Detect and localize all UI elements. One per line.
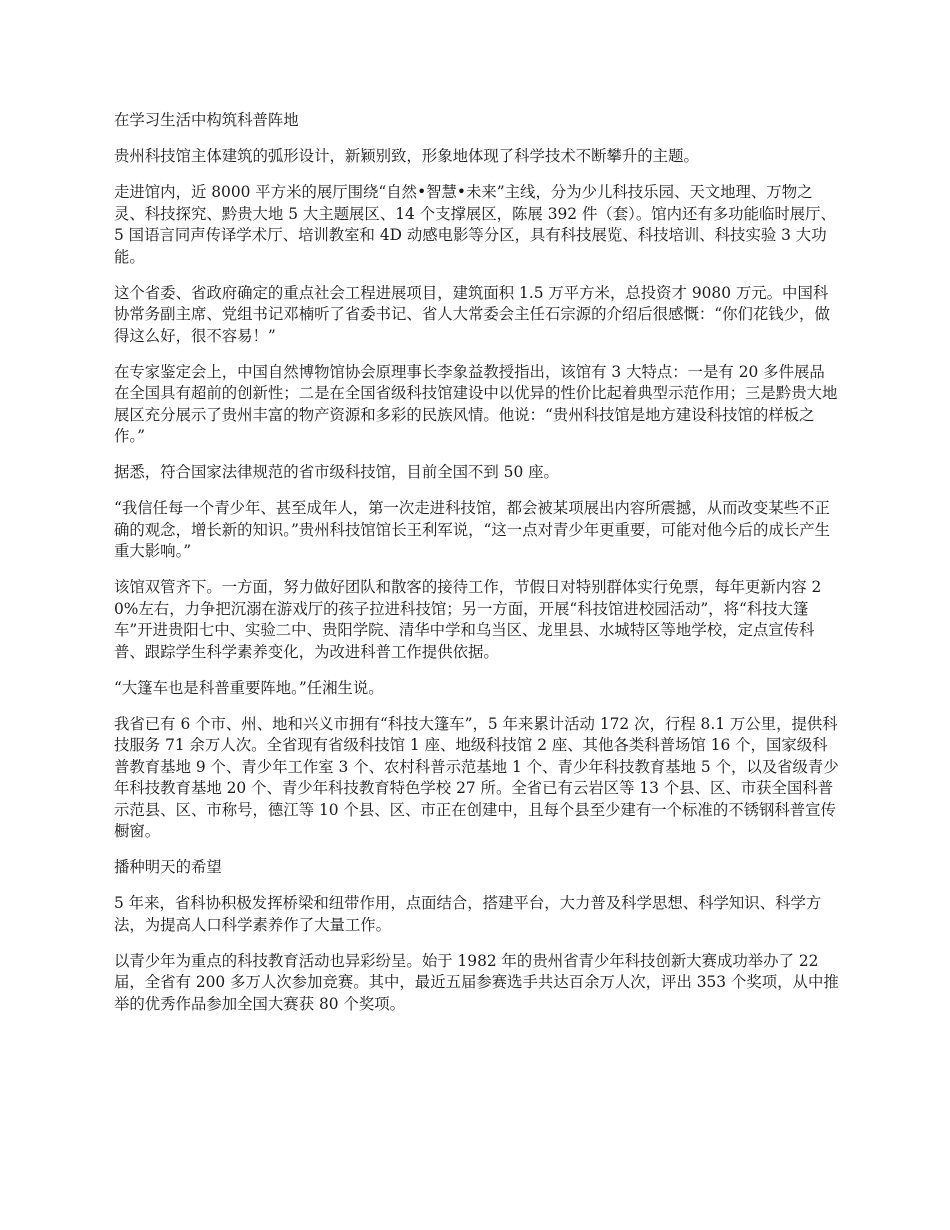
- paragraph: “我信任每一个青少年、甚至成年人，第一次走进科技馆，都会被某项展出内容所震撼，从而改变某些不正确的观念，增长新的知识。”贵州科技馆馆长王利军说，“这一点对青少年更重要，可能对他今后的成长产生重大影响。”: [114, 499, 831, 560]
- paragraph: 据悉，符合国家法律规范的省市级科技馆，目前全国不到 50 座。: [114, 463, 559, 481]
- section-heading: 播种明天的希望: [114, 858, 222, 876]
- document-body: [114, 110, 839, 1030]
- paragraph: 该馆双管齐下。一方面，努力做好团队和散客的接待工作，节假日对特别群体实行免票，每年更新内容 20%左右，力争把沉溺在游戏厅的孩子拉进科技馆；另一方面，开展“科技馆进校园活动”，将“科技大篷车”开进贵阳七中、实验二中、贵阳学院、清华中学和乌当区、龙里县、水城特区等地学校，定点宣传科普、跟踪学生科学素养变化，为改进科普工作提供依据。: [114, 578, 822, 661]
- paragraph: 在专家鉴定会上，中国自然博物馆协会原理事长李象益教授指出，该馆有 3 大特点：一是有 20 多件展品在全国具有超前的创新性；二是在全国省级科技馆建设中以优异的性价比起着典型示范作用；三是黔贵大地展区充分展示了贵州丰富的物产资源和多彩的民族风情。他说：“贵州科技馆是地方建设科技馆的样板之作。”: [114, 362, 838, 445]
- paragraph: 走进馆内，近 8000 平方米的展厅围绕“自然•智慧•未来”主线，分为少儿科技乐园、天文地理、万物之灵、科技探究、黔贵大地 5 大主题展区、14 个支撑展区，陈展 392 件（套）。馆内还有多功能临时展厅、5 国语言同声传译学术厅、培训教室和 4D 动感电影等分区，具有科技展览、科技培训、科技实验 3 大功能。: [114, 183, 836, 266]
- section-heading: 在学习生活中构筑科普阵地: [114, 111, 299, 129]
- paragraph: 贵州科技馆主体建筑的弧形设计，新颖别致，形象地体现了科学技术不断攀升的主题。: [114, 147, 699, 165]
- paragraph: “大篷车也是科普重要阵地。”任湘生说。: [114, 678, 384, 697]
- paragraph: 5 年来，省科协积极发挥桥梁和纽带作用，点面结合，搭建平台，大力普及科学思想、科学知识、科学方法，为提高人口科学素养作了大量工作。: [114, 894, 822, 934]
- paragraph: 我省已有 6 个市、州、地和兴义市拥有“科技大篷车”，5 年来累计活动 172 次，行程 8.1 万公里，提供科技服务 71 余万人次。全省现有省级科技馆 1 座、地级科技馆 2 座、其他各类科普场馆 16 个，国家级科普教育基地 9 个、青少年工作室 3 个、农村科普示范基地 1 个、青少年科技教育基地 5 个，以及省级青少年科技教育基地 20 个、青少年科技教育特色学校 27 所。全省已有云岩区等 13 个县、区、市获全国科普示范县、区、市称号，德江等 10 个县、区、市正在创建中，且每个县至少建有一个标准的不锈钢科普宣传橱窗。: [114, 714, 839, 840]
- paragraph: 这个省委、省政府确定的重点社会工程进展项目，建筑面积 1.5 万平方米，总投资才 9080 万元。中国科协常务副主席、党组书记邓楠听了省委书记、省人大常委会主任石宗源的介绍后很感慨：“你们花钱少，做得这么好，很不容易！”: [114, 283, 830, 345]
- paragraph: 以青少年为重点的科技教育活动也异彩纷呈。始于 1982 年的贵州省青少年科技创新大赛成功举办了 22 届，全省有 200 多万人次参加竞赛。其中，最近五届参赛选手共达百余万人次，评出 353 个奖项，从中推举的优秀作品参加全国大赛获 80 个奖项。: [114, 951, 839, 1013]
